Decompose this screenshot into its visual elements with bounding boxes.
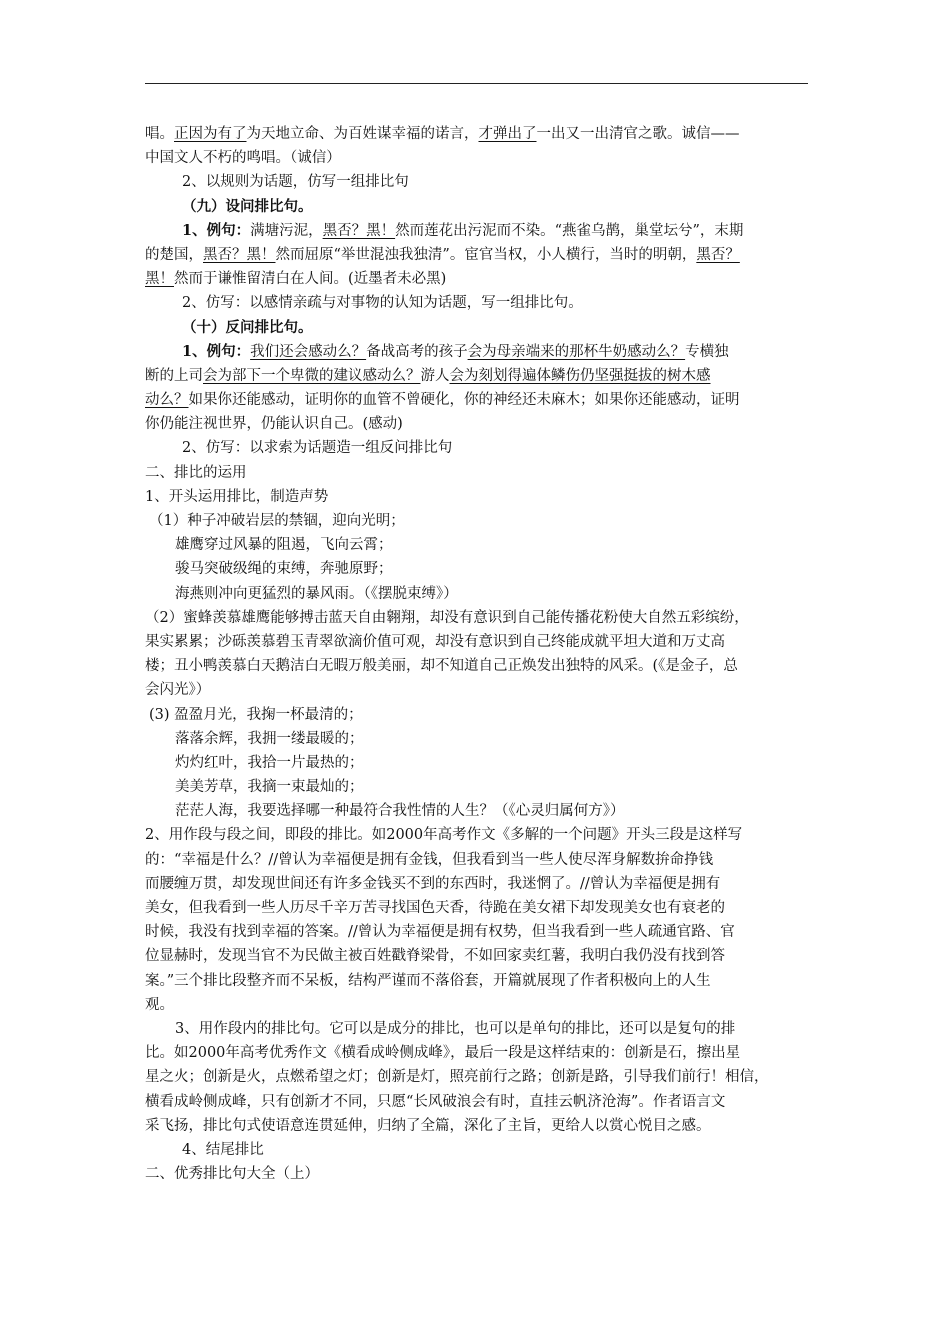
text-run: 然而莲花出污泥而不染。“燕雀乌鹊，巢堂坛兮”，末期 <box>395 222 744 239</box>
poem-line: （1）种子冲破岩层的禁锢，迎向光明； <box>149 513 405 529</box>
text-run: 专横独 <box>685 343 729 360</box>
text-run: 唱。 <box>145 126 174 142</box>
paragraph-line: 2、用作段与段之间，即段的排比。如2000年高考作文《多解的一个问题》开头三段是这样写 <box>145 827 743 844</box>
poem-line: (3) 盈盈月光，我掬一杯最清的； <box>149 706 363 723</box>
text-run: 一出又一出清官之歌。诚信—— <box>536 126 740 142</box>
underlined-text: 会为刻划得遍体鳞伤仍坚强挺拔的树木感 <box>449 367 711 384</box>
paragraph-line: 位显赫时，发现当官不为民做主被百姓戳脊梁骨，不如回家卖红薯，我明白我仍没有找到答 <box>145 948 725 965</box>
section-title: 二、优秀排比句大全（上） <box>145 1166 319 1183</box>
example-line <box>145 219 808 243</box>
paragraph-line: 星之火；创新是火，点燃希望之灯；创新是灯，照亮前行之路；创新是路，引导我们前行！相信， <box>145 1069 769 1086</box>
paragraph-line: 采飞扬，排比句式使语意连贯延伸，归纳了全篇，深化了主旨，更给人以赏心悦目之感。 <box>145 1117 711 1134</box>
example-label: 1、例句： <box>182 221 251 239</box>
underlined-text: 会为部下一个卑微的建议感动么？ <box>203 367 421 384</box>
paragraph-line: 美女，但我看到一些人历尽千辛万苦寻找国色天香，待跪在美女裙下却发现美女也有衰老的 <box>145 900 725 916</box>
paragraph-line: 中国文人不朽的鸣唱。（诚信） <box>145 150 341 167</box>
paragraph-line: （2）蜜蜂羡慕雄鹰能够搏击蓝天自由翱翔，却没有意识到自己能传播花粉使大自然五彩缤纷， <box>145 609 749 626</box>
example-line <box>145 364 808 388</box>
text-run: 满塘污泥， <box>250 222 323 239</box>
underlined-text: 正因为有了 <box>174 126 247 142</box>
header-rule <box>145 83 808 84</box>
poem-line: 海燕则冲向更猛烈的暴风雨。（《摆脱束缚》） <box>175 585 458 602</box>
paragraph-line: 时候，我没有找到幸福的答案。//曾认为幸福便是拥有权势，但当我看到一些人疏通官路、官 <box>145 924 735 941</box>
underlined-text: 黑！ <box>145 271 174 288</box>
underlined-text: 黑否？ <box>696 246 740 263</box>
paragraph-line: 比。如2000年高考优秀作文《横看成岭侧成峰》，最后一段是这样结束的：创新是石，擦出星 <box>145 1045 741 1062</box>
poem-line: 雄鹰穿过风暴的阻遏，飞向云霄； <box>175 537 393 554</box>
paragraph-line: 横看成岭侧成峰，只有创新才不同，只愿“长风破浪会有时，直挂云帆济沧海”。作者语言文 <box>145 1093 726 1110</box>
example-line <box>145 340 808 364</box>
poem-line: 落落余辉，我拥一缕最暖的； <box>175 730 364 747</box>
exercise-item: 2、仿写：以求索为话题造一组反问排比句 <box>182 440 453 457</box>
text-run: 的楚国， <box>145 246 203 263</box>
text-run: 如果你还能感动，证明你的血管不曾硬化，你的神经还未麻木；如果你还能感动，证明 <box>188 392 740 409</box>
text-run: 游人 <box>420 367 450 384</box>
text-run: 为天地立命、为百姓谋幸福的诺言， <box>246 126 479 142</box>
poem-line: 骏马突破级绳的束缚，奔驰原野； <box>175 561 393 578</box>
section-title: 二、排比的运用 <box>145 464 247 481</box>
text-run: 然而于谦惟留清白在人间。(近墨者未必黑) <box>174 271 447 288</box>
paragraph-line: 会闪光》） <box>145 682 211 699</box>
paragraph-line <box>145 122 808 146</box>
underlined-text: 我们还会感动么？ <box>250 343 367 360</box>
subsection-title: 4、结尾排比 <box>182 1141 264 1158</box>
section-heading-10: （十）反问排比句。 <box>182 318 313 336</box>
example-line <box>145 267 808 291</box>
example-line <box>145 243 808 267</box>
text-run: 备战高考的孩子 <box>366 343 468 360</box>
exercise-item: 2、仿写：以感情亲疏与对事物的认知为话题，写一组排比句。 <box>182 295 583 312</box>
paragraph-line: 的：“幸福是什么？//曾认为幸福便是拥有金钱，但我看到当一些人使尽浑身解数拚命挣钱 <box>145 851 714 868</box>
text-run: 断的上司 <box>145 367 203 384</box>
underlined-text: 黑否？黑！ <box>322 222 396 239</box>
underlined-text: 会为母亲端来的那杯牛奶感动么？ <box>467 343 686 360</box>
example-line <box>145 388 808 412</box>
example-line: 你仍能注视世界，仍能认识自己。(感动) <box>145 416 403 433</box>
poem-line: 灼灼红叶，我拾一片最热的； <box>175 754 364 771</box>
paragraph-line: 观。 <box>145 996 174 1013</box>
subsection-title: 1、开头运用排比，制造声势 <box>145 488 329 505</box>
poem-line: 美美芳草，我摘一束最灿的； <box>175 779 364 796</box>
exercise-item: 2、以规则为话题，仿写一组排比句 <box>182 174 409 191</box>
example-label: 1、例句： <box>182 342 251 360</box>
underlined-text: 动么？ <box>145 392 189 409</box>
paragraph-line: 而腰缠万贯，却发现世间还有许多金钱买不到的东西时，我迷惘了。//曾认为幸福便是拥有 <box>145 875 721 892</box>
paragraph-line: 3、用作段内的排比句。它可以是成分的排比，也可以是单句的排比，还可以是复句的排 <box>175 1020 736 1037</box>
underlined-text: 黑否？黑！ <box>203 246 276 263</box>
underlined-text: 才弹出了 <box>478 126 537 142</box>
section-heading-9: （九）设问排比句。 <box>182 197 313 215</box>
document-body <box>145 122 808 1186</box>
paragraph-line: 果实累累；沙砾羡慕碧玉青翠欲滴价值可观，却没有意识到自己终能成就平坦大道和万丈高 <box>145 633 725 650</box>
paragraph-line: 楼；丑小鸭羡慕白天鹅洁白无暇万般美丽，却不知道自己正焕发出独特的风采。(《是金子，总 <box>145 658 738 675</box>
paragraph-line: 案。”三个排比段整齐而不呆板，结构严谨而不落俗套，开篇就展现了作者积极向上的人生 <box>145 972 711 989</box>
text-run: 然而屈原“举世混浊我独清”。宦官当权，小人横行，当时的明朝， <box>275 246 697 263</box>
poem-line: 茫茫人海，我要选择哪一种最符合我性情的人生？（《心灵归属何方》） <box>175 803 625 820</box>
